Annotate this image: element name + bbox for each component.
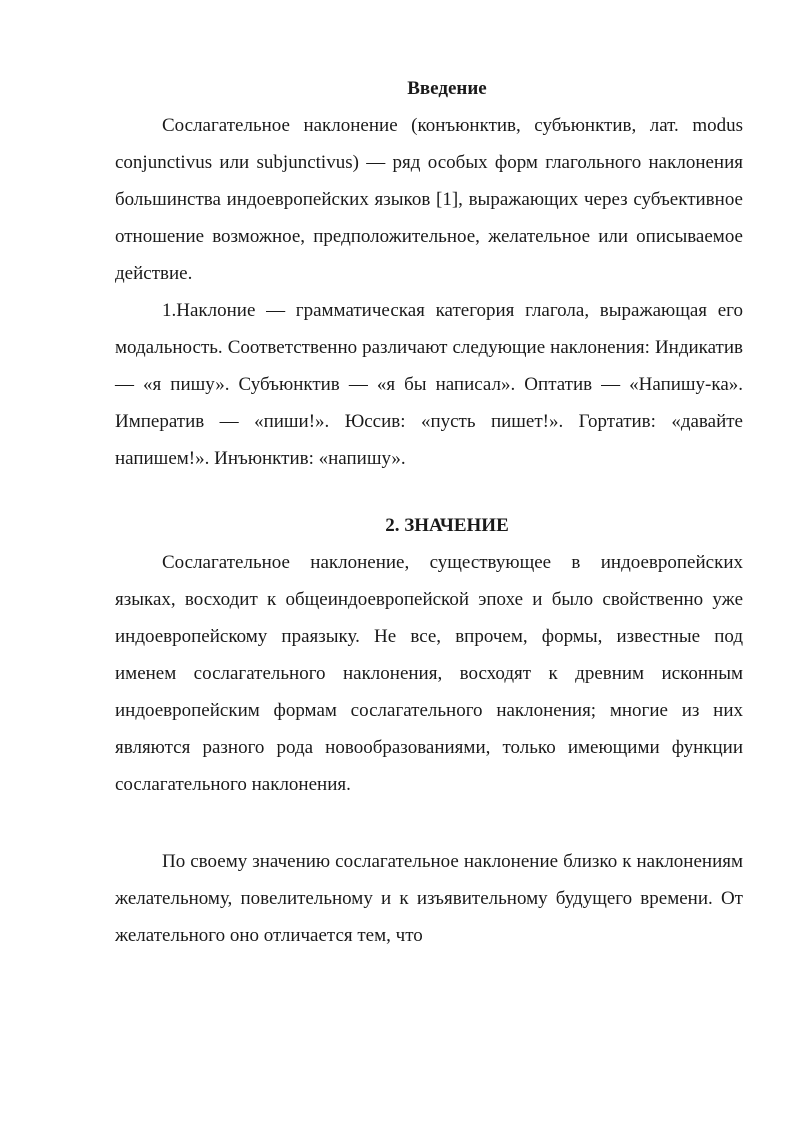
paragraph-meaning-2: По своему значению сослагательное наклонение близко к наклонениям желательному, повелительному и к изъявительному будущего времени. От желательного оно отличается тем, что — [115, 851, 743, 946]
section-heading-meaning: 2. ЗНАЧЕНИЕ — [385, 515, 509, 536]
paragraph-intro-1: Сослагательное наклонение (конъюнктив, субъюнктив, лат. modus conjunctivus или subjunctivus) — ряд особых форм глагольного наклонения большинства индоевропейских языков [1], выражающих через субъективное отношение возможное, предположительное, желательное или описываемое действие. — [115, 115, 743, 284]
document-page — [115, 70, 743, 954]
paragraph-gap — [115, 803, 743, 843]
section-heading-intro: Введение — [407, 78, 487, 99]
paragraph-meaning-1: Сослагательное наклонение, существующее в индоевропейских языках, восходит к общеиндоевропейской эпохе и было свойственно уже индоевропейскому праязыку. Не все, впрочем, формы, известные под именем сослагательного наклонения, восходят к древним исконным индоевропейским формам сослагательного наклонения; многие из них являются разного рода новообразованиями, только имеющими функции сослагательного наклонения. — [115, 552, 743, 795]
paragraph-intro-2: 1.Наклоние — грамматическая категория глагола, выражающая его модальность. Соответственно различают следующие наклонения: Индикатив — «я пишу». Субъюнктив — «я бы написал». Оптатив — «Напишу-ка». Императив — «пиши!». Юссив: «пусть пишет!». Гортатив: «давайте напишем!». Инъюнктив: «напишу». — [115, 300, 743, 469]
